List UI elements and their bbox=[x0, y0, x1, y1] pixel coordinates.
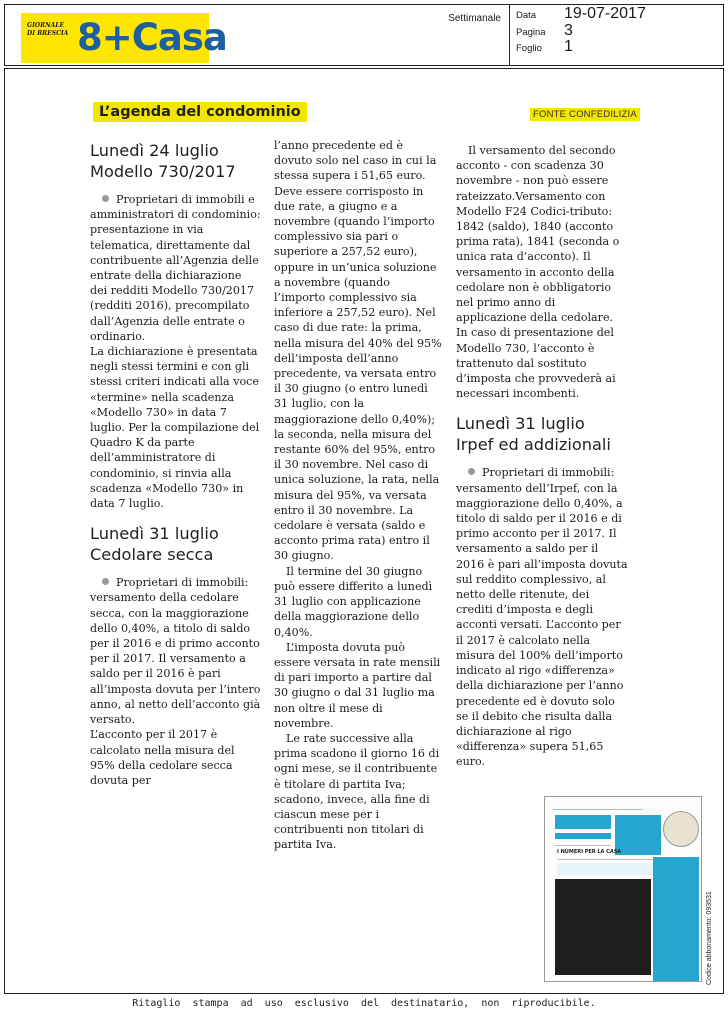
heading-line: Irpef ed addizionali bbox=[456, 435, 611, 455]
thumbnail-block bbox=[555, 815, 611, 829]
sheet-label: Foglio bbox=[516, 43, 542, 54]
page-label: Pagina bbox=[516, 27, 546, 38]
thumbnail-rule bbox=[553, 809, 643, 810]
paragraph: Il termine del 30 giugno può essere differito a lunedì 31 luglio con applicazione della maggiorazione dello 0,40%. bbox=[274, 564, 433, 639]
logo-line-2: DI BRESCIA bbox=[27, 30, 69, 37]
source-label: FONTE CONFEDILIZIA bbox=[530, 108, 640, 121]
publication-logo bbox=[21, 13, 227, 63]
paragraph: l’anno precedente ed è dovuto solo nel caso in cui la stessa supera i 51,65 euro. Deve essere corrisposto in due rate, a giugno e a novembre (quando l’importo complessivo sia pari o superiore a 257,52 euro), oppure in un’unica soluzione a novembre (quando l’importo complessivo sia inferiore a 257,52 euro). Nel caso di due rate: la prima, nella misura del 40% del 95% dell’imposta dell’anno precedente, va versata entro il 30 giugno (o entro lunedì 31 luglio, con la maggiorazione dello 0,40%); la seconda, nella misura del restante 60% del 95%, entro il 30 novembre. Nel caso di unica soluzione, la rata, nella misura del 95%, va versata entro il 30 novembre. La cedolare è versata (saldo e acconto prima rata) entro il 30 giugno. bbox=[274, 139, 442, 563]
logo-supplement-name: 8+Casa bbox=[77, 16, 227, 59]
frequency-label: Settimanale bbox=[448, 13, 501, 24]
thumbnail-heading: I NUMERI PER LA CASA bbox=[557, 849, 622, 855]
thumbnail-block bbox=[615, 815, 661, 855]
date-label: Data bbox=[516, 10, 537, 21]
bullet-icon bbox=[102, 195, 109, 202]
paragraph: Il versamento del secondo acconto - con scadenza 30 novembre - non può essere rateizzato.Versamento con Modello F24 Codici-tributo: 1842 (saldo), 1840 (acconto prima rata), 1841 (seconda o unica rata d’acconto). Il versamento in acconto della cedolare non è obbligatorio nel primo anno di applicazione della cedolare. In caso di presentazione del Modello 730, l’acconto è trattenuto dal sostituto d’imposta che provvederà ai necessari incombenti. bbox=[456, 144, 620, 401]
paragraph bbox=[456, 465, 628, 769]
logo-newspaper-name bbox=[27, 22, 68, 38]
article-column-2 bbox=[274, 138, 444, 853]
thumbnail-badge bbox=[663, 811, 699, 847]
paragraph-text: Proprietari di immobili: versamento della cedolare secca, con la maggiorazione dello 0,40%, a titolo di saldo per il 2016 e di primo acconto per il 2017. Il versamento a saldo per il 2016 è pari all’imposta dovuta per l’intero anno, al netto dell’acconto già versato. bbox=[90, 576, 261, 727]
bullet-icon bbox=[468, 468, 475, 475]
heading-line: Lunedì 24 luglio bbox=[90, 141, 219, 160]
heading-line: Lunedì 31 luglio bbox=[456, 414, 585, 434]
date-value: 19-07-2017 bbox=[564, 5, 646, 22]
thumbnail-block bbox=[555, 833, 611, 839]
article-column-1 bbox=[90, 140, 262, 788]
paragraph bbox=[90, 575, 262, 727]
bullet-icon bbox=[102, 578, 109, 585]
heading-line: Modello 730/2017 bbox=[90, 162, 236, 181]
page-value: 3 bbox=[564, 22, 573, 39]
subscription-code: Codice abbonamento: 093531 bbox=[706, 891, 713, 985]
article-column-3 bbox=[456, 143, 628, 770]
thumbnail-rule bbox=[557, 859, 653, 860]
paragraph bbox=[90, 192, 262, 344]
paragraph: La dichiarazione è presentata negli stessi termini e con gli stessi criteri indicati alla voce «termine» nella scadenza «Modello 730» in data 7 luglio. Per la compilazione del Quadro K da parte dell’amministratore di condominio, si rinvia alla scadenza «Modello 730» in data 7 luglio. bbox=[90, 345, 260, 511]
heading-irpef bbox=[456, 413, 628, 455]
thumbnail-block bbox=[555, 879, 651, 975]
paragraph: L’acconto per il 2017 è calcolato nella misura del 95% della cedolare secca dovuta per bbox=[90, 728, 235, 787]
paragraph-text: Proprietari di immobili: versamento dell’Irpef, con la maggiorazione dello 0,40%, a titolo di saldo per il 2016 e di primo acconto per il 2017. Il versamento a saldo per il 2016 è pari all’imposta dovuta sul reddito complessivo, al netto delle ritenute, dei crediti d’imposta e degli acconti versati. L’acconto per il 2017 è calcolato nella misura del 100% dell’importo indicato al rigo «differenza» della dichiarazione per l’anno precedente ed è dovuto solo se il debito che risulta dalla dichiarazione al rigo «differenza» supera 51,65 euro. bbox=[456, 466, 628, 769]
paragraph: L’imposta dovuta può essere versata in rate mensili di pari importo a partire dal 30 giugno o dal 31 luglio ma non oltre il mese di novembre. bbox=[274, 640, 441, 730]
heading-line: Lunedì 31 luglio bbox=[90, 524, 219, 544]
header-divider bbox=[509, 5, 510, 65]
heading-cedolare-secca bbox=[90, 523, 262, 565]
paragraph-text: Proprietari di immobili e amministratori di condominio: presentazione in via telematica, direttamente dal contribuente all’Agenzia delle entrate della dichiarazione dei redditi Modello 730/2017 (redditi 2016), precompilato dall’Agenzia delle entrate o ordinario. bbox=[90, 193, 261, 343]
page-thumbnail bbox=[544, 796, 702, 982]
paragraph: Le rate successive alla prima scadono il giorno 16 di ogni mese, se il contribuente è titolare di partita Iva; scadono, invece, alla fine di ciascun mese per i contribuenti non titolari di partita Iva. bbox=[274, 731, 440, 852]
thumbnail-rule bbox=[555, 845, 611, 846]
logo-line-1: GIORNALE bbox=[27, 22, 65, 29]
heading-modello-730 bbox=[90, 140, 262, 182]
thumbnail-block bbox=[653, 857, 699, 982]
sheet-value: 1 bbox=[564, 38, 573, 55]
thumbnail-block bbox=[557, 863, 653, 875]
section-title: L’agenda del condominio bbox=[93, 102, 307, 122]
heading-line: Cedolare secca bbox=[90, 545, 214, 565]
footer-notice: Ritaglio stampa ad uso esclusivo del destinatario, non riproducibile. bbox=[132, 998, 596, 1009]
